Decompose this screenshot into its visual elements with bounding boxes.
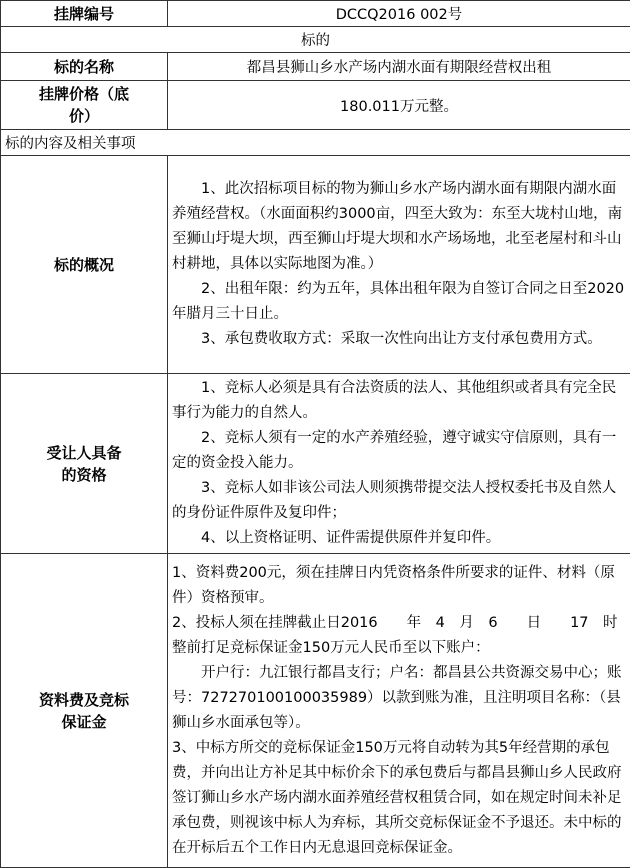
fees-label-line1: 资料费及竞标 bbox=[39, 691, 129, 709]
content-header-row bbox=[1, 130, 630, 156]
fees-paragraph-2: 2、投标人须在挂牌截止日2016 年 4 月 6 日 17 时整前打足竞标保证金150万元人民币至以下账户： bbox=[172, 611, 626, 661]
qualification-label-line2: 的资格 bbox=[61, 466, 106, 484]
fees-row bbox=[1, 554, 630, 868]
listing-no-row bbox=[1, 1, 630, 27]
subject-name-value: 都昌县狮山乡水产场内湖水面有期限经营权出租 bbox=[168, 53, 630, 81]
overview-paragraph-2: 2、出租年限：约为五年，具体出租年限为自签订合同之日至2020年腊月三十日止。 bbox=[172, 277, 626, 327]
fees-content bbox=[168, 554, 630, 868]
price-label-line2: 价） bbox=[69, 107, 99, 125]
overview-row bbox=[1, 156, 630, 374]
price-value: 180.011万元整。 bbox=[168, 81, 630, 130]
subject-name-row bbox=[1, 53, 630, 81]
qualification-paragraph-3: 3、竞标人如非该公司法人则须携带提交法人授权委托书及自然人的身份证件原件及复印件； bbox=[172, 476, 626, 526]
qualification-paragraph-4: 4、以上资格证明、证件需提供原件并复印件。 bbox=[172, 526, 626, 551]
fees-label bbox=[1, 554, 168, 868]
price-row bbox=[1, 81, 630, 130]
qualification-row bbox=[1, 374, 630, 554]
qualification-paragraph-2: 2、竞标人须有一定的水产养殖经验，遵守诚实守信原则，具有一定的资金投入能力。 bbox=[172, 426, 626, 476]
fees-paragraph-3: 开户行：九江银行都昌支行；户名：都昌县公共资源交易中心；账号：727270100100035989）以款到账为准，且注明项目名称：（县狮山乡水面承包等）。 bbox=[172, 661, 626, 736]
listing-no-value: DCCQ2016 002号 bbox=[168, 1, 630, 27]
fees-label-line2: 保证金 bbox=[61, 713, 106, 731]
price-label bbox=[1, 81, 168, 130]
fees-paragraph-1: 1、资料费200元，须在挂牌日内凭资格条件所要求的证件、材料（原件）资格预审。 bbox=[172, 561, 626, 611]
fees-paragraph-4: 3、中标方所交的竞标保证金150万元将自动转为其5年经营期的承包费，并向出让方补足其中标价余下的承包费后与都昌县狮山乡人民政府签订狮山乡水产场内湖水面养殖经营权租赁合同，如在规定时间未补足承包费，则视该中标人为弃标，其所交竞标保证金不予退还。未中标的在开标后五个工作日内无息退回竞标保证金。 bbox=[172, 736, 626, 861]
overview-label: 标的概况 bbox=[1, 156, 168, 374]
qualification-paragraph-1: 1、竞标人必须是具有合法资质的法人、其他组织或者具有完全民事行为能力的自然人。 bbox=[172, 376, 626, 426]
price-label-line1: 挂牌价格（底 bbox=[39, 85, 129, 103]
qualification-label-line1: 受让人具备 bbox=[46, 444, 121, 462]
overview-content bbox=[168, 156, 630, 374]
overview-paragraph-3: 3、承包费收取方式：采取一次性向出让方支付承包费用方式。 bbox=[172, 327, 626, 352]
subject-header: 标的 bbox=[1, 27, 630, 53]
subject-name-label: 标的名称 bbox=[1, 53, 168, 81]
qualification-label bbox=[1, 374, 168, 554]
qualification-content bbox=[168, 374, 630, 554]
subject-header-row bbox=[1, 27, 630, 53]
content-header: 标的内容及相关事项 bbox=[1, 130, 630, 156]
listing-no-label: 挂牌编号 bbox=[1, 1, 168, 27]
overview-paragraph-1: 1、此次招标项目标的物为狮山乡水产场内湖水面有期限内湖水面养殖经营权。（水面面积约3000亩，四至大致为：东至大垅村山地，南至狮山圩堤大坝，西至狮山圩堤大坝和水产场场地，北至老屋村和斗山村耕地，具体以实际地图为准。） bbox=[172, 177, 626, 277]
